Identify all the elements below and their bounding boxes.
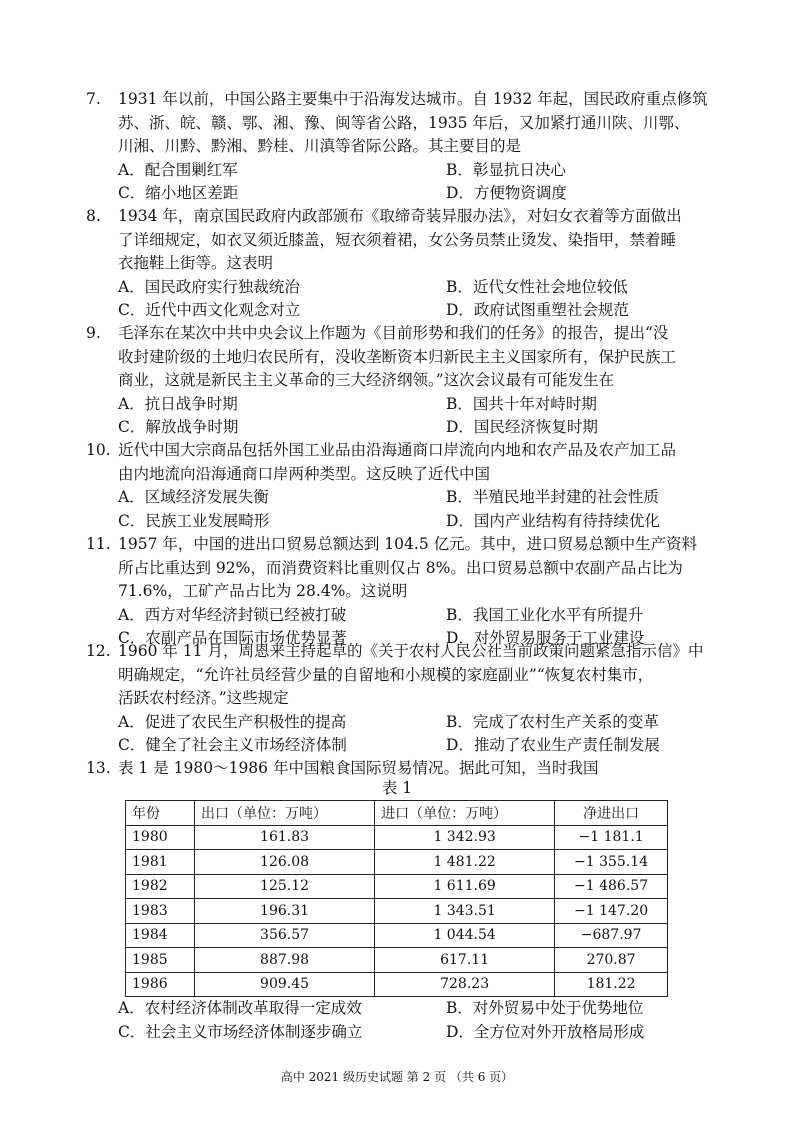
cell-year: 1983 <box>126 899 195 924</box>
question-number: 12. <box>86 642 111 660</box>
option-c: C．健全了社会主义市场经济体制 <box>118 736 347 754</box>
cell-year: 1986 <box>126 972 195 997</box>
table-row <box>126 850 668 875</box>
option-a: A．促进了农民生产积极性的提高 <box>118 712 347 731</box>
question-stem-line: 了详细规定，如衣叉须近膝盖，短衣须着裙，女公务员禁止烫发、染指甲，禁着睡 <box>118 230 677 249</box>
option-b: B．彰显抗日决心 <box>446 160 566 179</box>
cell-export: 126.08 <box>195 850 375 875</box>
option-a: A．区域经济发展失衡 <box>118 488 269 506</box>
cell-net: 181.22 <box>555 972 668 997</box>
table-row <box>126 972 668 997</box>
option-a: A．西方对华经济封锁已经被打破 <box>118 605 347 624</box>
question-number: 7. <box>86 90 101 108</box>
question-12 <box>86 640 710 758</box>
question-stem-line: 近代中国大宗商品包括外国工业品由沿海通商口岸流向内地和农产品及农产加工品 <box>118 441 677 459</box>
question-stem-line: 71.6%，工矿产品占比为 28.4%。这说明 <box>118 582 408 600</box>
cell-export: 909.45 <box>195 972 375 997</box>
option-b: B．国共十年对峙时期 <box>446 394 597 413</box>
cell-import: 617.11 <box>375 948 555 973</box>
cell-export: 161.83 <box>195 825 375 850</box>
question-10 <box>86 439 710 533</box>
question-stem-line: 活跃农村经济。”这些规定 <box>118 689 289 707</box>
cell-year: 1984 <box>126 923 195 948</box>
header-import: 进口（单位：万吨） <box>375 801 555 826</box>
options-row <box>90 486 710 510</box>
question-7 <box>86 88 710 206</box>
option-b: B．我国工业化水平有所提升 <box>446 605 644 624</box>
cell-net: −1 181.1 <box>555 825 668 850</box>
cell-net: −1 486.57 <box>555 874 668 899</box>
table-caption: 表 1 <box>381 779 413 797</box>
question-stem-line: 明确规定，“允许社员经营少量的自留地和小规模的家庭副业”“恢复农村集市， <box>118 665 654 684</box>
cell-import: 1 342.93 <box>375 825 555 850</box>
header-export: 出口（单位：万吨） <box>195 801 375 826</box>
option-b: B．近代女性社会地位较低 <box>446 277 628 296</box>
options-row <box>90 997 710 1021</box>
cell-net: −1 355.14 <box>555 850 668 875</box>
options-row <box>90 711 710 735</box>
table-header-row <box>126 801 668 826</box>
question-number: 8. <box>86 207 101 225</box>
option-b: B．对外贸易中处于优势地位 <box>446 999 644 1017</box>
options-row <box>90 393 710 417</box>
question-stem-line: 1934 年，南京国民政府内政部颁布《取缔奇装异服办法》，对妇女衣着等方面做出 <box>118 207 682 225</box>
cell-export: 196.31 <box>195 899 375 924</box>
cell-year: 1980 <box>126 825 195 850</box>
question-stem-line: 表 1 是 1980～1986 年中国粮食国际贸易情况。据此可知，当时我国 <box>118 759 599 777</box>
table-row <box>126 874 668 899</box>
option-c: C．缩小地区差距 <box>118 184 239 202</box>
question-number: 13. <box>86 759 111 777</box>
cell-import: 1 044.54 <box>375 923 555 948</box>
page-footer: 高中 2021 级历史试题 第 2 页 （共 6 页） <box>280 1070 514 1084</box>
options-row <box>90 182 710 206</box>
option-d: D．国民经济恢复时期 <box>446 418 598 436</box>
question-stem-line: 收封建阶级的土地归农民所有，没收垄断资本归新民主主义国家所有，保护民族工 <box>118 347 677 366</box>
question-9 <box>86 322 710 440</box>
cell-net: 270.87 <box>555 948 668 973</box>
table-row <box>126 899 668 924</box>
option-a: A．农村经济体制改革取得一定成效 <box>118 999 362 1017</box>
options-row <box>90 510 710 534</box>
options-row <box>90 1021 710 1045</box>
cell-year: 1981 <box>126 850 195 875</box>
question-stem-line: 商业，这就是新民主主义革命的三大经济纲领。”这次会议最有可能发生在 <box>118 371 615 389</box>
cell-export: 887.98 <box>195 948 375 973</box>
cell-year: 1982 <box>126 874 195 899</box>
option-a: A．配合围剿红军 <box>118 160 238 179</box>
grain-trade-table <box>125 800 668 997</box>
options-row <box>90 604 710 628</box>
option-a: A．抗日战争时期 <box>118 394 238 413</box>
question-stem-line: 由内地流向沿海通商口岸两种类型。这反映了近代中国 <box>118 464 491 483</box>
question-stem-line: 川湘、川黔、黔湘、黔桂、川滇等省际公路。其主要目的是 <box>118 137 522 155</box>
question-stem-line: 1960 年 11 月，周恩来主持起草的《关于农村人民公社当前政策问题紧急指示信》中 <box>118 642 704 660</box>
question-stem-line: 苏、浙、皖、赣、鄂、湘、豫、闽等省公路，1935 年后，又加紧打通川陕、川鄂、 <box>118 113 690 132</box>
question-stem-line: 1931 年以前，中国公路主要集中于沿海发达城市。自 1932 年起，国民政府重点修筑 <box>118 90 708 108</box>
option-d: D．全方位对外开放格局形成 <box>446 1022 645 1041</box>
header-year: 年份 <box>126 801 195 826</box>
cell-net: −687.97 <box>555 923 668 948</box>
table-row <box>126 825 668 850</box>
header-net: 净进出口 <box>555 801 668 826</box>
options-row <box>90 416 710 440</box>
option-c: C．农副产品在国际市场优势显著 <box>118 629 347 647</box>
option-a: A．国民政府实行独裁统治 <box>118 277 300 296</box>
table-row <box>126 948 668 973</box>
cell-export: 356.57 <box>195 923 375 948</box>
option-c: C．近代中西文化观念对立 <box>118 301 301 319</box>
option-d: D．政府试图重塑社会规范 <box>446 301 629 319</box>
cell-export: 125.12 <box>195 874 375 899</box>
option-c: C．解放战争时期 <box>118 418 239 436</box>
option-b: B．半殖民地半封建的社会性质 <box>446 488 659 506</box>
option-d: D．对外贸易服务于工业建设 <box>446 629 645 647</box>
cell-import: 1 343.51 <box>375 899 555 924</box>
options-row <box>90 276 710 300</box>
option-d: D．方便物资调度 <box>446 184 567 202</box>
question-stem-line: 1957 年，中国的进出口贸易总额达到 104.5 亿元。其中，进口贸易总额中生产资料 <box>118 535 698 553</box>
options-row <box>90 299 710 323</box>
cell-net: −1 147.20 <box>555 899 668 924</box>
options-row <box>90 159 710 183</box>
option-b: B．完成了农村生产关系的变革 <box>446 712 659 731</box>
option-c: C．民族工业发展畸形 <box>118 511 270 530</box>
question-8 <box>86 205 710 323</box>
options-row <box>90 734 710 758</box>
cell-year: 1985 <box>126 948 195 973</box>
cell-import: 1 611.69 <box>375 874 555 899</box>
question-number: 9. <box>86 324 101 342</box>
table-row <box>126 923 668 948</box>
option-d: D．推动了农业生产责任制发展 <box>446 736 660 754</box>
cell-import: 728.23 <box>375 972 555 997</box>
question-stem-line: 所占比重达到 92%，而消费资料比重则仅占 8%。出口贸易总额中农副产品占比为 <box>118 558 683 577</box>
question-number: 11. <box>86 535 111 553</box>
question-number: 10. <box>86 441 111 459</box>
option-c: C．社会主义市场经济体制逐步确立 <box>118 1022 363 1041</box>
question-stem-line: 衣拖鞋上街等。这表明 <box>118 254 274 272</box>
cell-import: 1 481.22 <box>375 850 555 875</box>
question-stem-line: 毛泽东在某次中共中央会议上作题为《目前形势和我们的任务》的报告，提出“没 <box>118 324 669 342</box>
option-d: D．国内产业结构有待持续优化 <box>446 511 660 530</box>
question-13-options <box>90 997 710 1044</box>
